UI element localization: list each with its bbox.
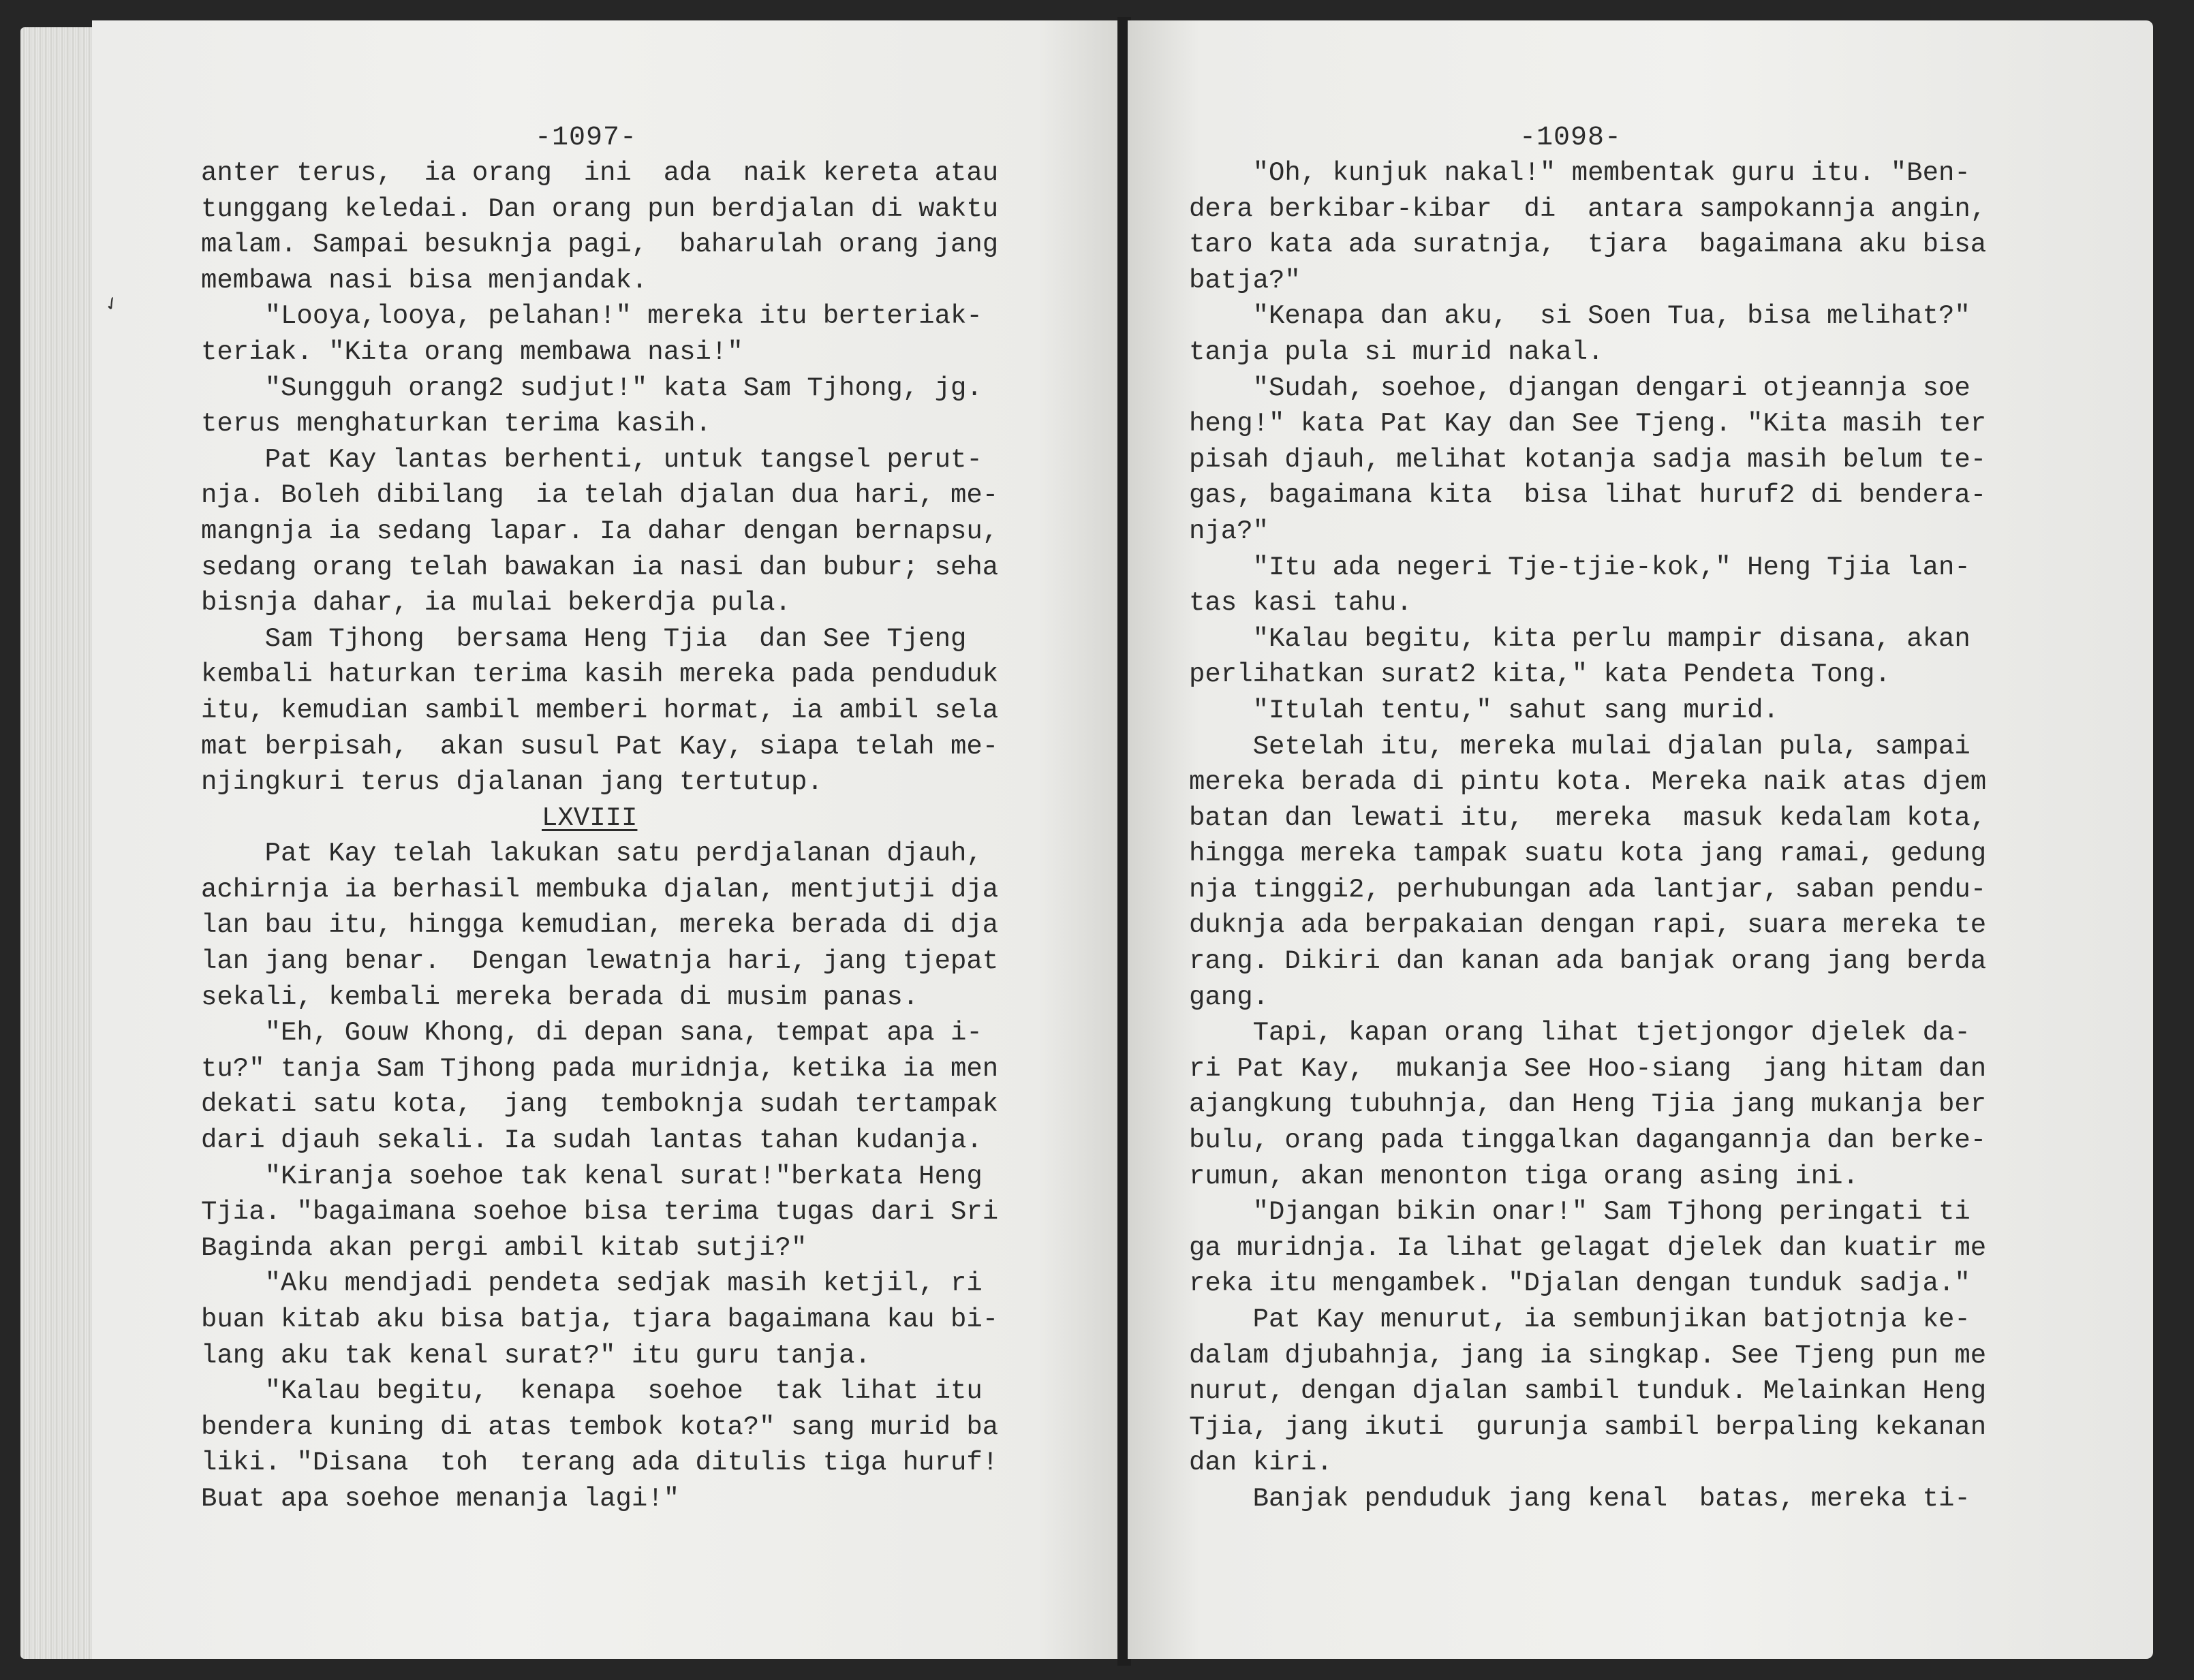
text-line: perlihatkan surat2 kita," kata Pendeta Tong. [1189,659,1891,690]
text-line: lan jang benar. Dengan lewatnja hari, jang tjepat [201,946,999,977]
text-line: "Sudah, soehoe, djangan dengari otjeannja soe [1189,373,1971,403]
text-line: Sam Tjhong bersama Heng Tjia dan See Tjeng [201,623,967,654]
text-line: "Aku mendjadi pendeta sedjak masih ketjil, ri [201,1269,983,1299]
text-line: dari djauh sekali. Ia sudah lantas tahan kudanja. [201,1125,983,1156]
text-line: gas, bagaimana kita bisa lihat huruf2 di bendera- [1189,480,1987,511]
text-line: "Djangan bikin onar!" Sam Tjhong peringati ti [1189,1197,1971,1228]
text-line: Baginda akan pergi ambil kitab sutji?" [201,1232,807,1263]
text-line: batja?" [1189,265,1301,296]
text-line: "Itu ada negeri Tje-tjie-kok," Heng Tjia lan- [1189,552,1971,582]
pen-check-mark: ✓ [101,292,124,319]
text-line: "Looya,looya, pelahan!" mereka itu berteriak- [201,301,983,332]
page-number-left: -1097- [535,123,638,153]
text-line: lan bau itu, hingga kemudian, mereka berada di dja [201,910,999,941]
text-line: duknja ada berpakaian dengan rapi, suara mereka te [1189,910,1987,941]
text-line: "Kiranja soehoe tak kenal surat!"berkata Heng [201,1161,983,1192]
text-line: bisnja dahar, ia mulai bekerdja pula. [201,588,791,619]
text-line: teriak. "Kita orang membawa nasi!" [201,337,743,367]
text-line: mat berpisah, akan susul Pat Kay, siapa telah me- [201,731,999,762]
text-line: bendera kuning di atas tembok kota?" sang murid ba [201,1412,999,1442]
text-line: "Kalau begitu, kita perlu mampir disana, akan [1189,623,1971,654]
text-line: dan kiri. [1189,1448,1333,1478]
right-page [1128,20,2153,1659]
right-page-text [1189,155,2143,1517]
text-line: dera berkibar-kibar di antara sampokannja angin, [1189,193,1987,224]
text-line: dalam djubahnja, jang ia singkap. See Tjeng pun me [1189,1340,1987,1371]
text-line: sedang orang telah bawakan ia nasi dan bubur; seha [201,552,999,582]
text-line: tunggang keledai. Dan orang pun berdjalan di waktu [201,193,999,224]
text-line: hingga mereka tampak suatu kota jang ramai, gedung [1189,839,1987,869]
page-number-right: -1098- [1519,123,1622,153]
text-line: Pat Kay menurut, ia sembunjikan batjotnja ke- [1189,1305,1971,1335]
text-line: "Kenapa dan aku, si Soen Tua, bisa melihat?" [1189,301,1971,332]
text-line: taro kata ada suratnja, tjara bagaimana aku bisa [1189,230,1987,260]
text-line: nja. Boleh dibilang ia telah djalan dua hari, me- [201,480,999,511]
chapter-heading: LXVIII [542,803,638,833]
text-line: lang aku tak kenal surat?" itu guru tanja. [201,1340,871,1371]
text-line: Tapi, kapan orang lihat tjetjongor djelek da- [1189,1018,1971,1048]
text-line: liki. "Disana toh terang ada ditulis tiga huruf! [201,1448,999,1478]
text-line: "Kalau begitu, kenapa soehoe tak lihat itu [201,1376,983,1407]
text-line: Tjia, jang ikuti gurunja sambil berpaling kekanan [1189,1412,1987,1442]
text-line: reka itu mengambek. "Djalan dengan tunduk sadja." [1189,1269,1971,1299]
text-line: Buat apa soehoe menanja lagi!" [201,1483,680,1514]
text-line: batan dan lewati itu, mereka masuk kedalam kota, [1189,803,1987,833]
text-line: ga muridnja. Ia lihat gelagat djelek dan kuatir me [1189,1232,1987,1263]
text-line: mangnja ia sedang lapar. Ia dahar dengan bernapsu, [201,516,999,546]
text-line: tanja pula si murid nakal. [1189,337,1604,367]
text-line: Pat Kay telah lakukan satu perdjalanan djauh, [201,839,983,869]
text-line: "Sungguh orang2 sudjut!" kata Sam Tjhong, jg. [201,373,983,403]
text-line: malam. Sampai besuknja pagi, baharulah orang jang [201,230,999,260]
text-line: heng!" kata Pat Kay dan See Tjeng. "Kita masih ter [1189,409,1987,439]
text-line: Setelah itu, mereka mulai djalan pula, sampai [1189,731,1971,762]
text-line: sekali, kembali mereka berada di musim panas. [201,982,919,1012]
left-page-text [201,155,1169,1517]
text-line: Tjia. "bagaimana soehoe bisa terima tugas dari Sri [201,1197,999,1228]
text-line: pisah djauh, melihat kotanja sadja masih belum te- [1189,444,1987,475]
text-line: anter terus, ia orang ini ada naik kereta atau [201,158,999,188]
text-line: nurut, dengan djalan sambil tunduk. Melainkan Heng [1189,1376,1987,1407]
text-line: rang. Dikiri dan kanan ada banjak orang jang berda [1189,946,1987,977]
page-edges [20,27,95,1659]
text-line: "Eh, Gouw Khong, di depan sana, tempat apa i- [201,1018,983,1048]
text-line: Pat Kay lantas berhenti, untuk tangsel perut- [201,444,983,475]
text-line: Banjak penduduk jang kenal batas, mereka ti- [1189,1483,1971,1514]
text-line: membawa nasi bisa menjandak. [201,265,648,296]
text-line: achirnja ia berhasil membuka djalan, mentjutji dja [201,874,999,905]
text-line: kembali haturkan terima kasih mereka pada penduduk [201,659,999,690]
text-line: rumun, akan menonton tiga orang asing ini. [1189,1161,1859,1192]
text-line: ri Pat Kay, mukanja See Hoo-siang jang hitam dan [1189,1053,1987,1084]
text-line: gang. [1189,982,1269,1012]
text-line: buan kitab aku bisa batja, tjara bagaimana kau bi- [201,1305,999,1335]
text-line: itu, kemudian sambil memberi hormat, ia ambil sela [201,695,999,726]
text-line: nja?" [1189,516,1269,546]
text-line: ajangkung tubuhnja, dan Heng Tjia jang mukanja ber [1189,1089,1987,1120]
text-line: terus menghaturkan terima kasih. [201,409,711,439]
text-line: tas kasi tahu. [1189,588,1412,619]
text-line: "Itulah tentu," sahut sang murid. [1189,695,1779,726]
text-line: njingkuri terus djalanan jang tertutup. [201,767,823,798]
text-line: nja tinggi2, perhubungan ada lantjar, saban pendu- [1189,874,1987,905]
text-line: bulu, orang pada tinggalkan dagangannja dan berke- [1189,1125,1987,1156]
text-line: dekati satu kota, jang temboknja sudah tertampak [201,1089,999,1120]
text-line: tu?" tanja Sam Tjhong pada muridnja, ketika ia men [201,1053,999,1084]
left-page [92,20,1121,1659]
text-line: mereka berada di pintu kota. Mereka naik atas djem [1189,767,1987,798]
text-line: "Oh, kunjuk nakal!" membentak guru itu. "Ben- [1189,158,1971,188]
